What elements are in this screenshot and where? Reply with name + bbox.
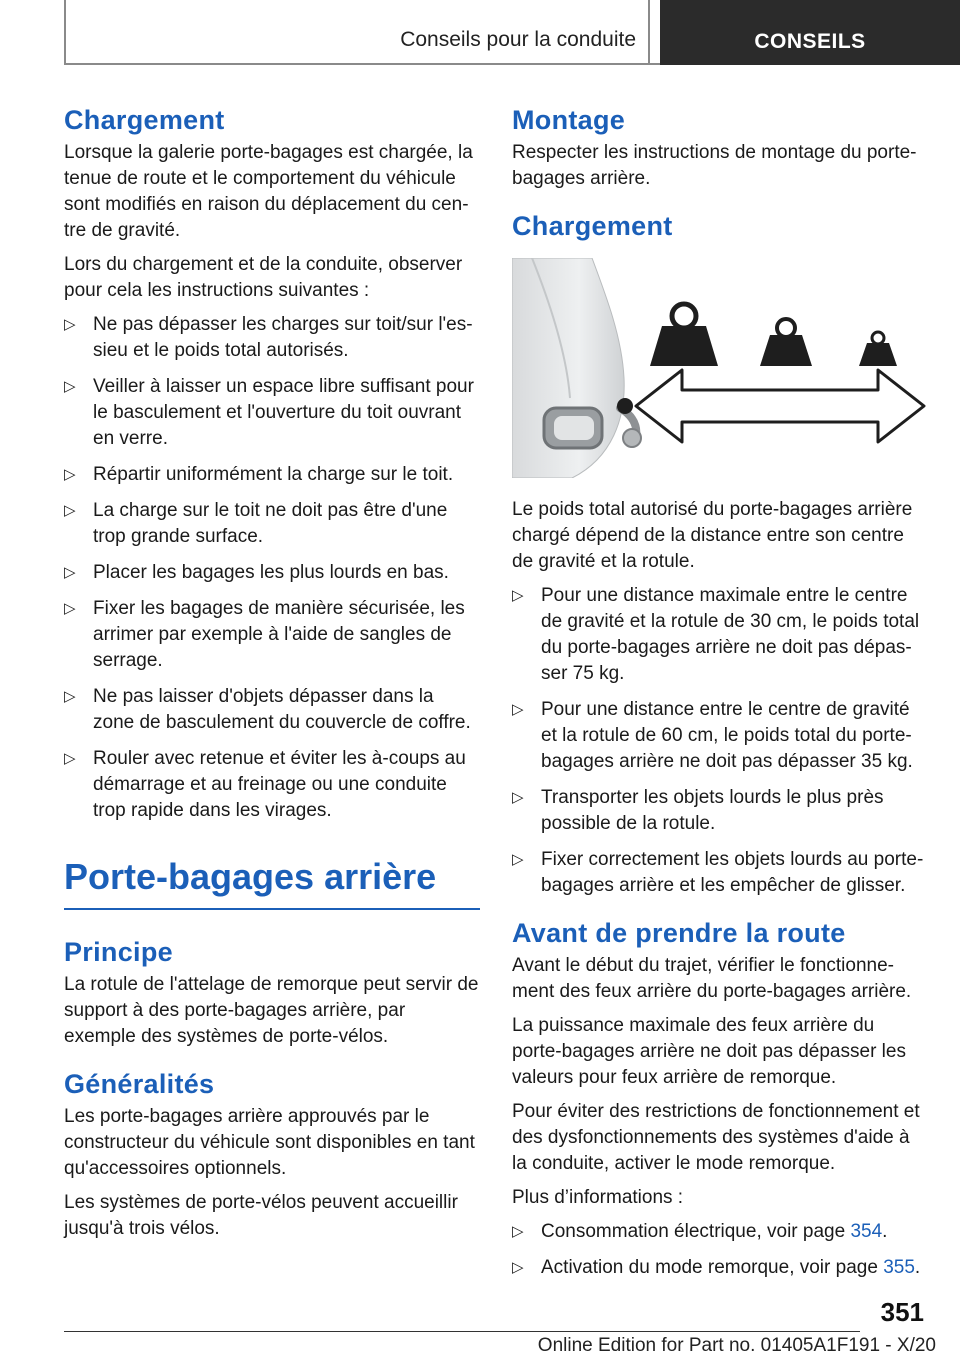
list-item: ▷ Transporter les objets lourds le plus près possible de la rotule. — [512, 787, 884, 834]
paragraph: Les systèmes de porte-vélos peuvent accueillir jusqu'à trois vélos. — [64, 1192, 458, 1239]
list-item: ▷ Veiller à laisser un espace libre suffisant pour le basculement et l'ouverture du toit ouvrant en verre. — [64, 376, 474, 449]
page-link-355[interactable]: 355 — [883, 1257, 915, 1278]
list-item: ▷ Ne pas laisser d'objets dépasser dans la zone de basculement du couvercle de coffre. — [64, 686, 471, 733]
triangle-bullet-icon: ▷ — [512, 851, 524, 868]
heading-principe: Principe — [64, 937, 173, 967]
heading-avant-route: Avant de prendre la route — [512, 918, 846, 948]
triangle-bullet-icon: ▷ — [512, 587, 524, 604]
triangle-bullet-icon: ▷ — [64, 378, 76, 395]
triangle-bullet-icon: ▷ — [64, 564, 76, 581]
paragraph: Plus d’informations : — [512, 1187, 684, 1208]
left-column — [64, 104, 480, 1250]
triangle-bullet-icon: ▷ — [64, 466, 76, 483]
paragraph: Respecter les instructions de montage du porte-bagages arrière. — [512, 142, 917, 189]
tow-ball-icon — [623, 429, 641, 447]
triangle-bullet-icon: ▷ — [64, 688, 76, 705]
list-item: ▷ Pour une distance entre le centre de gravité et la rotule de 60 cm, le poids total du porte-bagages arrière ne doit pas dépasser 35 kg. — [512, 699, 913, 772]
heading-montage: Montage — [512, 105, 626, 135]
heading-chargement-rear: Chargement — [512, 211, 673, 241]
triangle-bullet-icon: ▷ — [512, 1223, 524, 1240]
reference-list — [512, 1219, 928, 1281]
ball-joint-marker-icon — [617, 398, 633, 414]
list-item: ▷ Ne pas dépasser les charges sur toit/sur l'es-sieu et le poids total autorisés. — [64, 314, 473, 361]
heavy-weight-icon — [650, 304, 718, 366]
distance-double-arrow-icon — [636, 370, 924, 442]
list-item: ▷ Fixer les bagages de manière sécurisée, les arrimer par exemple à l'aide de sangles de serrage. — [64, 598, 465, 671]
paragraph: Pour éviter des restrictions de fonctionnement et des dysfonctionnements des systèmes d'aide à la conduite, activer le mode remorque. — [512, 1101, 920, 1174]
bullet-list — [512, 583, 928, 899]
triangle-bullet-icon: ▷ — [512, 701, 524, 718]
right-column — [512, 104, 928, 1291]
header-bottom-rule — [64, 63, 660, 65]
paragraph: La puissance maximale des feux arrière du porte-bagages arrière ne doit pas dépasser les valeurs pour feux arrière de remorque. — [512, 1015, 906, 1088]
triangle-bullet-icon: ▷ — [64, 600, 76, 617]
heading-chargement: Chargement — [64, 105, 225, 135]
triangle-bullet-icon: ▷ — [64, 502, 76, 519]
list-item: ▷ Pour une distance maximale entre le centre de gravité et la rotule de 30 cm, le poids total du porte-bagages arrière ne doit pas dépas-ser 75 kg. — [512, 585, 920, 684]
list-item: ▷ Placer les bagages les plus lourds en bas. — [64, 560, 480, 586]
list-item: ▷ Répartir uniformément la charge sur le toit. — [64, 462, 480, 488]
paragraph: Le poids total autorisé du porte-bagages arrière chargé dépend de la distance entre son centre de gravité et la rotule. — [512, 499, 913, 572]
list-item: ▷ Rouler avec retenue et éviter les à-coups au démarrage et au freinage ou une conduite trop rapide dans les virages. — [64, 748, 466, 821]
paragraph: La rotule de l'attelage de remorque peut servir de support à des porte-bagages arrière, par exemple des systèmes de porte-vélos. — [64, 974, 479, 1047]
list-item: ▷ Consommation électrique, voir page 354. — [512, 1219, 928, 1245]
header-divider-rule — [648, 0, 650, 64]
exhaust-opening-shape — [554, 416, 594, 440]
header-section-title: Conseils pour la conduite — [400, 28, 636, 51]
header-chapter-tab: CONSEILS — [660, 0, 960, 65]
list-item: ▷ Activation du mode remorque, voir page 355. — [512, 1255, 928, 1281]
light-weight-icon — [859, 332, 897, 366]
load-distance-illustration — [512, 258, 928, 478]
list-item: ▷ La charge sur le toit ne doit pas être d'une trop grande surface. — [64, 500, 448, 547]
medium-weight-icon — [760, 319, 812, 366]
triangle-bullet-icon: ▷ — [64, 316, 76, 333]
triangle-bullet-icon: ▷ — [64, 750, 76, 767]
heading-porte-bagages: Porte-bagages arrière — [64, 854, 480, 910]
bullet-list — [64, 312, 480, 824]
footer-rule — [64, 1331, 860, 1332]
paragraph: Lors du chargement et de la conduite, observer pour cela les instructions suivantes : — [64, 254, 463, 301]
paragraph: Avant le début du trajet, vérifier le fonctionne-ment des feux arrière du porte-bagages arrière. — [512, 955, 912, 1002]
footer-edition: Online Edition for Part no. 01405A1F191 - X/20 — [537, 1335, 936, 1356]
paragraph: Lorsque la galerie porte-bagages est chargée, la tenue de route et le comportement du véhicule sont modifiés en raison du déplacement du cen-tre de gravité. — [64, 142, 473, 241]
page-number: 351 — [880, 1297, 924, 1327]
page-link-354[interactable]: 354 — [850, 1221, 883, 1242]
triangle-bullet-icon: ▷ — [512, 1259, 524, 1276]
paragraph: Les porte-bagages arrière approuvés par le constructeur du véhicule sont disponibles en tant qu'accessoires optionnels. — [64, 1106, 475, 1179]
heading-generalites: Généralités — [64, 1069, 215, 1099]
list-item: ▷ Fixer correctement les objets lourds au porte-bagages arrière et les empêcher de glisser. — [512, 849, 924, 896]
triangle-bullet-icon: ▷ — [512, 789, 524, 806]
